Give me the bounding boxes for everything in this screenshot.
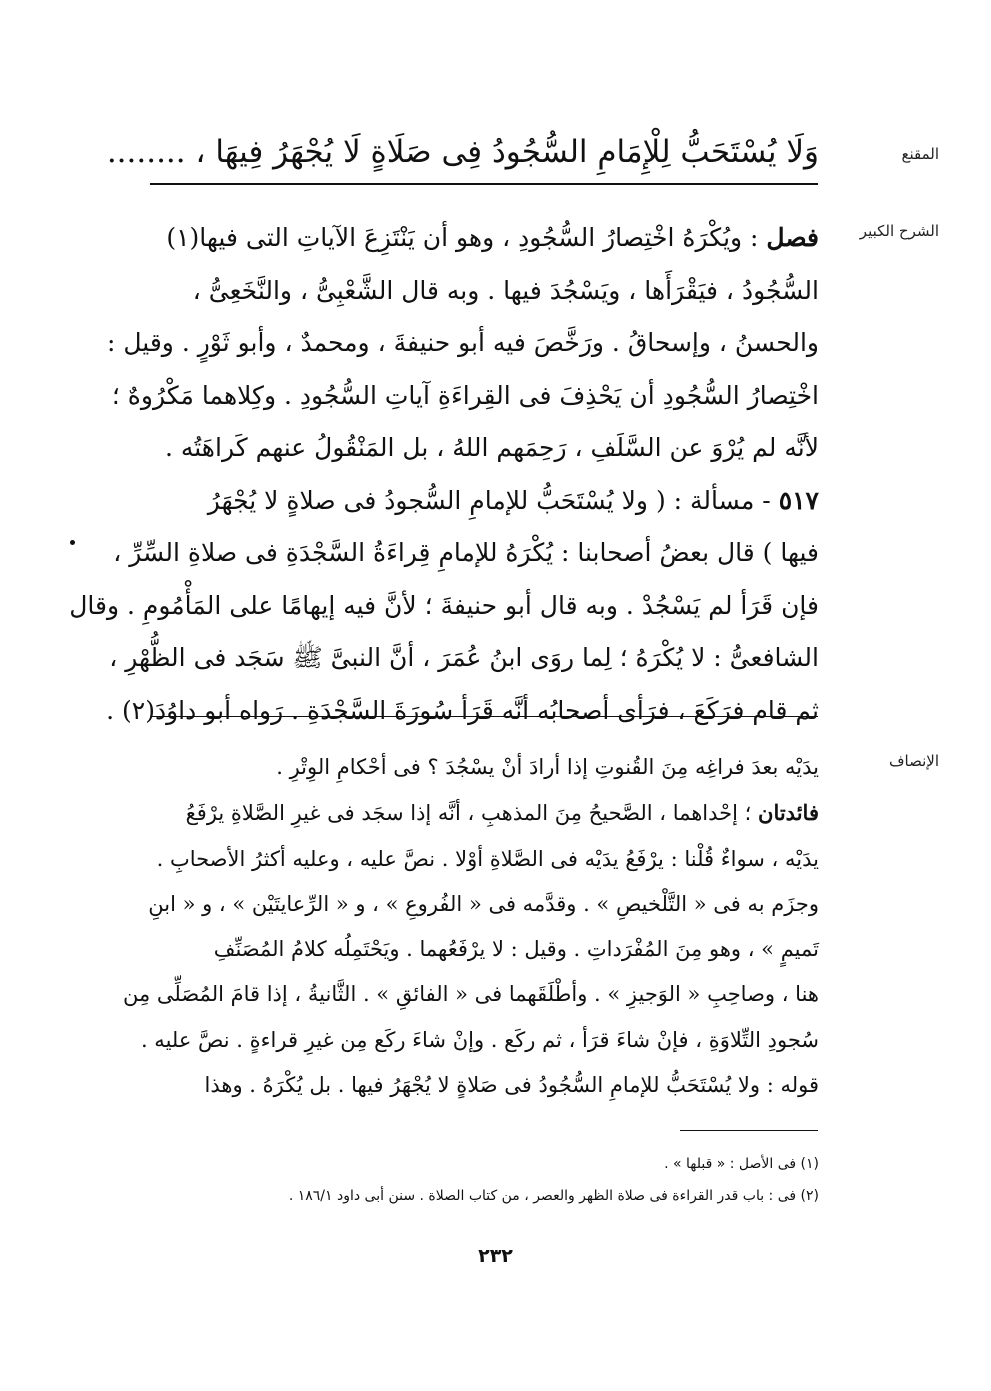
insaf-line-3: يدَيْه ، سواءٌ قُلْنا : يرْفَعُ يدَيْه فى الصَّلاةِ أوْلا . نصَّ عليه ، وعليه أكثرُ الأصحابِ . (156, 846, 819, 871)
sharh-line-9: الشافعىُّ : لا يُكْرَهُ ؛ لِما روَى ابنُ عُمَرَ ، أنَّ النبىَّ ﷺ سَجَد فى الظُّهْرِ ، (109, 643, 819, 672)
footnote-divider (680, 1130, 818, 1131)
insaf-line-1: يدَيْه بعدَ فراغِه مِنَ القُنوتِ إذا أرادَ أنْ يسْجُدَ ؟ فى أحْكامِ الوِتْرِ . (276, 755, 819, 779)
sharh-text-block (69, 212, 819, 737)
sharh-line-6: ٥١٧ - مسألة : ( ولا يُسْتَحَبُّ للإمامِ السُّجودُ فى صلاةٍ لا يُجْهَرُ (207, 485, 819, 515)
sharh-line-3: والحسنُ ، وإسحاقُ . ورَخَّصَ فيه أبو حنيفةَ ، ومحمدٌ ، وأبو ثَوْرٍ . وقيل : (107, 328, 819, 357)
sharh-line-1: فصل : ويُكْرَهُ اخْتِصارُ السُّجُودِ ، وهو أن يَنْتَزِعَ الآياتِ التى فيها(١) (166, 223, 819, 252)
insaf-text-block (122, 745, 819, 1108)
insaf-label: الإنصاف (888, 752, 939, 770)
matn-text-block (106, 128, 819, 176)
sharh-line-10: ثم قام فرَكَعَ ، فرَأى أصحابُه أنَّه قَرَأ سُورَةَ السَّجْدَةِ . رَواه أبو داوُدَ(٢) . (106, 695, 819, 725)
sharh-line-4: اخْتِصارُ السُّجُودِ أن يَحْذِفَ فى القِراءَةِ آياتِ السُّجُودِ . وكِلاهما مَكْرُوهٌ ؛ (111, 380, 819, 410)
insaf-line-7: سُجودِ التِّلاوَةِ ، فإنْ شاءَ قرَأ ، ثم ركَع . وإنْ شاءَ ركَع مِن غيرِ قراءةٍ . نصَّ عليه . (140, 1027, 819, 1052)
matn-divider (150, 183, 818, 185)
matn-line: وَلَا يُسْتَحَبُّ لِلْإِمَامِ السُّجُودُ فِى صَلَاةٍ لَا يُجْهَرُ فِيهَا ، ........ (106, 134, 819, 170)
sharh-line-2: السُّجُودُ ، فيَقْرَأَها ، ويَسْجُدَ فيها . وبه قال الشَّعْبِىُّ ، والنَّخَعِىُّ ، (192, 275, 819, 305)
footnote-1: (١) فى الأصل : « قبلها » . (664, 1156, 819, 1172)
section-heading-faidatan: فائدتان (758, 800, 819, 826)
sharh-divider (150, 716, 818, 717)
scan-speck (70, 540, 75, 545)
footnotes-block (159, 1148, 819, 1212)
insaf-line-5: تَميمٍ » ، وهو مِنَ المُفْرَداتِ . وقيل : لا يرْفَعُهما . ويَحْتَمِلُه كلامُ المُصَنِّفِ (213, 937, 819, 962)
insaf-line-4: وجزَم به فى « التَّلْخيصِ » . وقدَّمه فى « الفُروعِ » ، و « الرِّعايتَيْن » ، و « ابنِ (148, 891, 819, 916)
insaf-line-6: هنا ، وصاحِبِ « الوَجيزِ » . وأطْلَقَهما فى « الفائقِ » . الثَّانيةُ ، إذا قامَ المُصَلِّى مِن (122, 982, 819, 1007)
insaf-line-2: فائدتان ؛ إحْداهما ، الصَّحيحُ مِنَ المذهبِ ، أنَّه إذا سجَد فى غيرِ الصَّلاةِ يرْفَعُ (185, 800, 819, 826)
sharh-line-5: لأنَّه لم يُرْوَ عن السَّلَفِ ، رَحِمَهم اللهُ ، بل المَنْقُولُ عنهم كَراهَتُه . (164, 433, 819, 462)
section-heading-fasl: فصل (766, 223, 819, 252)
matn-label: المقنع (901, 145, 939, 163)
issue-number: ٥١٧ (778, 485, 819, 515)
footnote-2: (٢) فى : باب قدر القراءة فى صلاة الظهر والعصر ، من كتاب الصلاة . سنن أبى داود ١٨٦/١ . (288, 1188, 819, 1204)
sharh-line-7: فيها ) قال بعضُ أصحابنا : يُكْرَهُ للإمامِ قِراءَةُ السَّجْدَةِ فى صلاةِ السِّرِّ ، (113, 538, 819, 567)
page-number: ٢٣٢ (478, 1245, 513, 1267)
insaf-line-8: قوله : ولا يُسْتَحَبُّ للإمامِ السُّجُودُ فى صَلاةٍ لا يُجْهَرُ فيها . بل يُكْرَهُ . وهذا (204, 1073, 819, 1098)
sharh-label: الشرح الكبير (859, 222, 939, 240)
sharh-line-8: فإن قَرَأ لم يَسْجُدْ . وبه قال أبو حنيفةَ ؛ لأنَّ فيه إيهامًا على المَأْمُومِ . وقال (69, 590, 819, 620)
